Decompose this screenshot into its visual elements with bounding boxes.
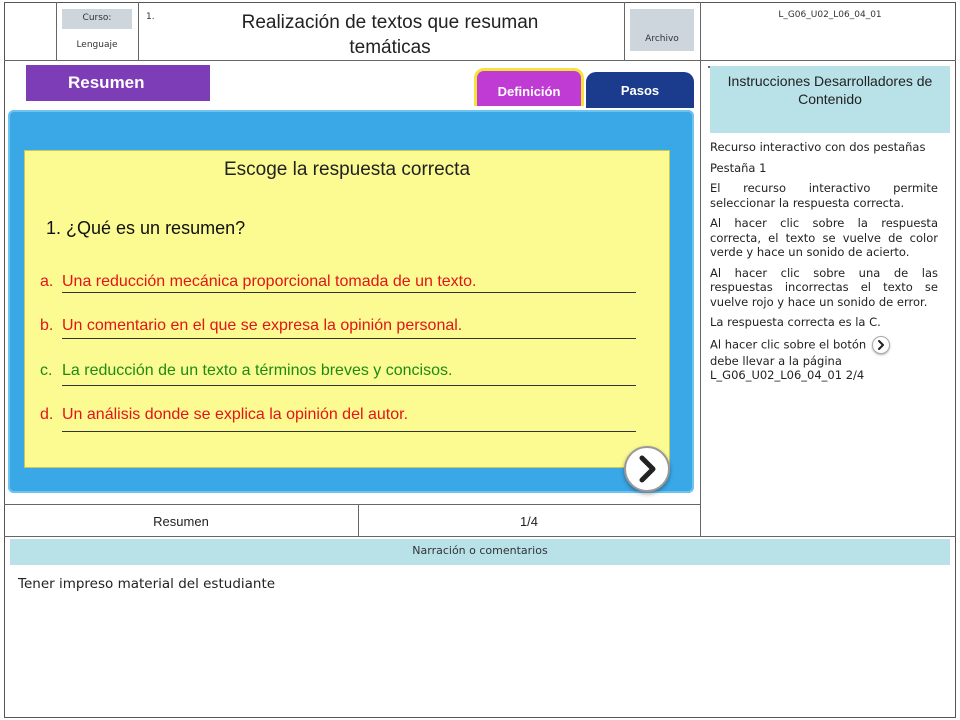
instruction-paragraph — [710, 336, 938, 383]
option-text: La reducción de un texto a términos breves y concisos. — [62, 362, 453, 379]
header-divider — [4, 60, 956, 61]
option-underline — [62, 385, 636, 386]
instruction-text: debe llevar a la página L_G06_U02_L06_04_01 2/4 — [710, 353, 865, 382]
option-d[interactable] — [40, 406, 408, 428]
chevron-right-icon — [873, 337, 889, 353]
activity-title: Escoge la respuesta correcta — [223, 159, 471, 180]
curso-label: Curso: — [62, 9, 132, 29]
instruction-paragraph: La respuesta correcta es la C. — [710, 315, 881, 329]
narration-label: Narración o comentarios — [10, 539, 950, 565]
section-label: Resumen — [26, 65, 210, 101]
lesson-number: 1. — [146, 12, 155, 22]
archivo-label: Archivo — [630, 9, 694, 51]
right-col-divider — [700, 2, 701, 536]
option-text: Un análisis donde se explica la opinión del autor. — [62, 406, 409, 423]
next-button[interactable] — [624, 446, 670, 492]
instruction-text: Al hacer clic sobre el botón — [710, 337, 867, 351]
instruction-paragraph: Al hacer clic sobre una de las respuestas incorrectas el texto se vuelve rojo y hace un sonido de error. — [710, 265, 938, 309]
question-text: 1. ¿Qué es un resumen? — [46, 218, 246, 238]
content-bottom-divider — [4, 504, 700, 505]
option-letter: b. — [40, 317, 54, 334]
chevron-right-icon — [626, 448, 668, 490]
resource-code: L_G06_U02_L06_04_01 — [778, 10, 882, 20]
subject-label: Lenguaje — [76, 40, 118, 50]
option-letter: d. — [40, 406, 54, 423]
option-underline — [62, 338, 636, 339]
option-underline — [62, 292, 636, 293]
instruction-paragraph: Al hacer clic sobre la respuesta correcta, el texto se vuelve de color verde y hace un sonido de acierto. — [710, 216, 938, 259]
instruction-paragraph: Recurso interactivo con dos pestañas — [710, 140, 926, 154]
instruction-paragraph: Pestaña 1 — [710, 160, 767, 175]
footer-page: 1/4 — [519, 514, 539, 529]
instructions-heading: Instrucciones Desarrolladores de Contenido — [710, 66, 950, 133]
option-b[interactable] — [40, 317, 462, 339]
header-col-divider — [138, 2, 139, 60]
option-text: Una reducción mecánica proporcional tomada de un texto. — [62, 273, 477, 290]
option-c[interactable] — [40, 362, 452, 384]
option-text: Un comentario en el que se expresa la opinión personal. — [62, 317, 463, 334]
instructions-body — [710, 140, 938, 389]
mini-next-button — [872, 336, 890, 354]
instruction-paragraph: El recurso interactivo permite seleccionar la respuesta correcta. — [710, 181, 938, 210]
narration-divider — [4, 536, 956, 537]
page-title: Realización de textos que resuman temáticas — [241, 12, 539, 58]
narration-text: Tener impreso material del estudiante — [18, 576, 276, 592]
header-col-divider — [56, 2, 57, 60]
option-letter: c. — [40, 362, 53, 379]
option-underline — [62, 431, 636, 432]
header-col-divider — [624, 2, 625, 60]
tab-definicion[interactable]: Definición — [474, 68, 584, 106]
footer-section: Resumen — [153, 514, 209, 529]
tab-pasos[interactable]: Pasos — [586, 72, 694, 108]
option-letter: a. — [40, 273, 54, 290]
